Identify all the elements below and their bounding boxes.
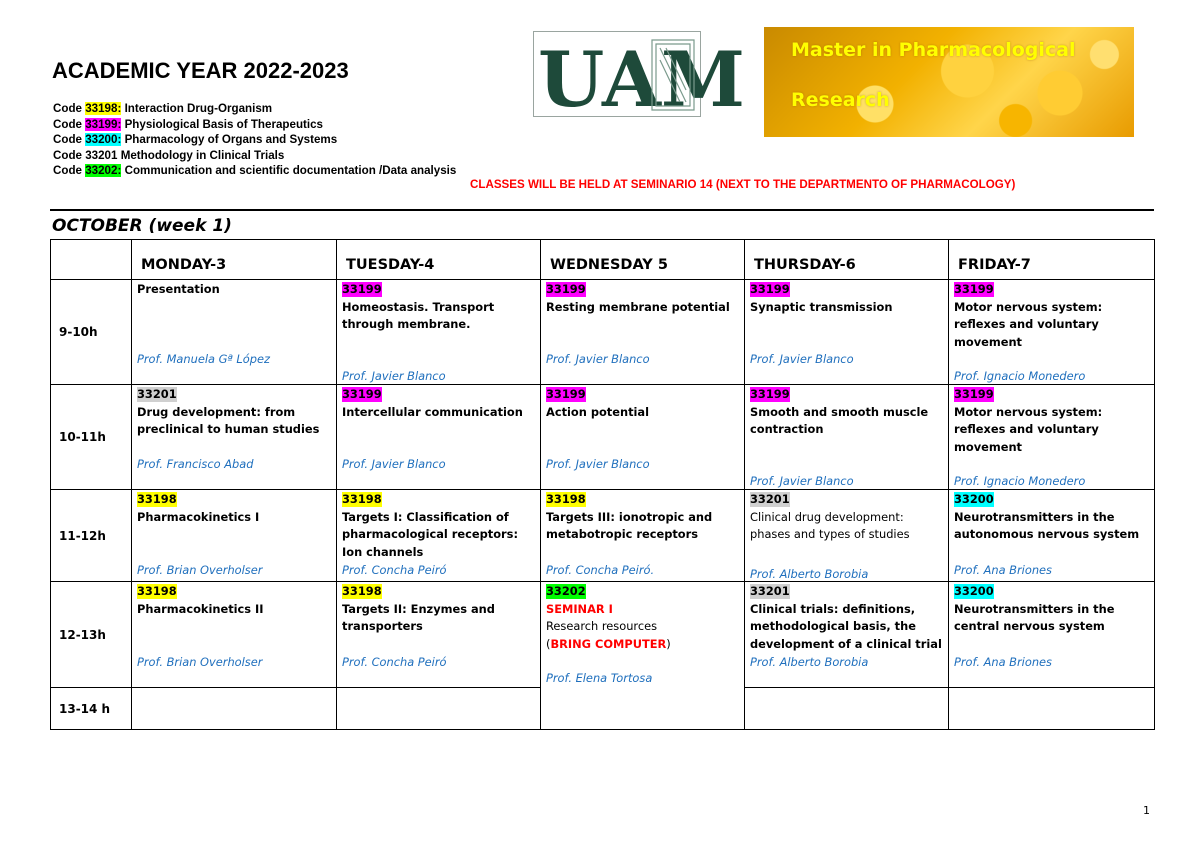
banner-line-2: Research: [791, 89, 890, 111]
time-slot: 10-11h: [51, 385, 132, 490]
professor: Prof. Concha Peiró.: [546, 563, 655, 577]
course-code-badge: 33201: [750, 492, 790, 506]
class-cell: [949, 280, 1155, 385]
course-code-badge: 33199: [954, 387, 994, 401]
class-cell: [132, 280, 337, 385]
class-title: Neurotransmitters in the autonomous nervous system: [954, 509, 1140, 541]
code-line-33202: Code 33202: Communication and scientific documentation /Data analysis: [53, 164, 457, 177]
professor: Prof. Brian Overholser: [137, 655, 263, 669]
class-title: Motor nervous system: reflexes and voluntary movement: [954, 299, 1103, 349]
empty-cell: [337, 688, 541, 730]
class-title: Smooth and smooth muscle contraction: [750, 404, 929, 436]
class-cell: [337, 582, 541, 688]
class-title: Targets II: Enzymes and transporters: [342, 601, 495, 633]
class-title: Research resources: [546, 619, 658, 633]
class-cell: [745, 582, 949, 688]
empty-cell: [132, 688, 337, 730]
course-code-badge: 33201: [137, 387, 177, 401]
class-title: Drug development: from preclinical to human studies: [137, 404, 320, 436]
course-code-badge: 33199: [954, 282, 994, 296]
time-slot: 13-14 h: [51, 688, 132, 730]
course-code-badge: 33199: [342, 387, 382, 401]
professor: Prof. Elena Tortosa: [546, 671, 653, 685]
course-code-badge: 33201: [750, 584, 790, 598]
course-code-badge: 33200: [954, 492, 994, 506]
day-header: THURSDAY-6: [745, 240, 949, 280]
corner-cell: [51, 240, 132, 280]
class-title: Action potential: [546, 404, 650, 419]
day-header: FRIDAY-7: [949, 240, 1155, 280]
professor: Prof. Javier Blanco: [546, 457, 650, 471]
class-cell: [337, 385, 541, 490]
professor: Prof. Ignacio Monedero: [954, 369, 1086, 383]
svg-text:UAM: UAM: [538, 35, 746, 124]
code-line-33199: Code 33199: Physiological Basis of Therapeutics: [53, 117, 324, 131]
academic-year-title: ACADEMIC YEAR 2022-2023: [52, 58, 349, 83]
class-title: Intercellular communication: [342, 404, 523, 419]
professor: Prof. Javier Blanco: [342, 457, 446, 471]
schedule-table: [50, 239, 1155, 730]
class-title: Targets I: Classification of pharmacological receptors: Ion channels: [342, 509, 518, 559]
location-notice: CLASSES WILL BE HELD AT SEMINARIO 14 (NEXT TO THE DEPARTMENTO OF PHARMACOLOGY): [470, 178, 1016, 191]
course-code-badge: 33199: [750, 282, 790, 296]
time-slot: 11-12h: [51, 490, 132, 582]
class-title: Clinical drug development: phases and types of studies: [750, 509, 910, 541]
uam-logo: [533, 31, 746, 124]
table-row: [51, 582, 1155, 688]
professor: Prof. Ana Briones: [954, 655, 1052, 669]
professor: Prof. Alberto Borobia: [750, 567, 869, 581]
course-code-badge: 33198: [546, 492, 586, 506]
class-cell: [132, 490, 337, 582]
professor: Prof. Concha Peiró: [342, 563, 447, 577]
table-row: [51, 280, 1155, 385]
class-cell: [949, 385, 1155, 490]
course-code-badge: 33198: [342, 492, 382, 506]
day-header: WEDNESDAY 5: [541, 240, 745, 280]
page-number: 1: [1143, 804, 1150, 817]
course-code-badge: 33198: [342, 584, 382, 598]
class-title: Neurotransmitters in the central nervous system: [954, 601, 1115, 633]
class-cell: [949, 490, 1155, 582]
table-row: [51, 490, 1155, 582]
master-banner: [764, 27, 1134, 137]
table-row: [51, 385, 1155, 490]
professor: Prof. Ana Briones: [954, 563, 1052, 577]
professor: Prof. Javier Blanco: [546, 352, 650, 366]
class-cell: [132, 385, 337, 490]
class-cell: [132, 582, 337, 688]
professor: Prof. Francisco Abad: [137, 457, 254, 471]
class-title: Resting membrane potential: [546, 299, 730, 314]
course-code-badge: 33198: [137, 492, 177, 506]
course-code-badge: 33200: [954, 584, 994, 598]
table-header-row: [51, 240, 1155, 280]
professor: Prof. Javier Blanco: [750, 352, 854, 366]
class-cell-seminar: [541, 582, 745, 730]
class-cell: [745, 385, 949, 490]
header-divider: [50, 209, 1154, 211]
class-cell: [337, 280, 541, 385]
seminar-label: SEMINAR I: [546, 601, 613, 616]
class-cell: [745, 280, 949, 385]
day-header: TUESDAY-4: [337, 240, 541, 280]
professor: Prof. Concha Peiró: [342, 655, 447, 669]
week-title: OCTOBER (week 1): [52, 216, 232, 236]
class-cell: [949, 582, 1155, 688]
class-cell: [745, 490, 949, 582]
class-cell: [541, 385, 745, 490]
day-header: MONDAY-3: [132, 240, 337, 280]
class-title: Synaptic transmission: [750, 299, 893, 314]
course-code-badge: 33199: [546, 387, 586, 401]
course-code-badge: 33198: [137, 584, 177, 598]
professor: Prof. Ignacio Monedero: [954, 474, 1086, 488]
class-title: Pharmacokinetics I: [137, 509, 260, 524]
course-code-badge: 33202: [546, 584, 586, 598]
professor: Prof. Alberto Borobia: [750, 655, 869, 669]
professor: Prof. Javier Blanco: [342, 369, 446, 383]
class-cell: [541, 280, 745, 385]
class-title: Presentation: [137, 282, 220, 296]
code-line-33200: Code 33200: Pharmacology of Organs and Systems: [53, 133, 338, 146]
professor: Prof. Brian Overholser: [137, 563, 263, 577]
bring-computer-note: (BRING COMPUTER): [546, 636, 671, 651]
class-cell: [337, 490, 541, 582]
class-title: Homeostasis. Transport through membrane.: [342, 299, 495, 331]
uam-logo-icon: [534, 32, 746, 124]
course-codes-legend: [53, 101, 456, 179]
empty-cell: [949, 688, 1155, 730]
code-line-33198: Code 33198: Interaction Drug-Organism: [53, 102, 273, 115]
class-title: Motor nervous system: reflexes and voluntary movement: [954, 404, 1103, 454]
empty-cell: [745, 688, 949, 730]
course-code-badge: 33199: [342, 282, 382, 296]
class-title: Targets III: ionotropic and metabotropic receptors: [546, 509, 713, 541]
professor: Prof. Manuela Gª López: [137, 352, 270, 366]
professor: Prof. Javier Blanco: [750, 474, 854, 488]
time-slot: 9-10h: [51, 280, 132, 385]
time-slot: 12-13h: [51, 582, 132, 688]
class-cell: [541, 490, 745, 582]
banner-line-1: Master in Pharmacological: [791, 39, 1076, 61]
class-title: Pharmacokinetics II: [137, 601, 264, 616]
course-code-badge: 33199: [750, 387, 790, 401]
course-code-badge: 33199: [546, 282, 586, 296]
code-line-33201: Code 33201 Methodology in Clinical Trials: [53, 148, 285, 162]
class-title: Clinical trials: definitions, methodological basis, the development of a clinical trial: [750, 601, 942, 651]
